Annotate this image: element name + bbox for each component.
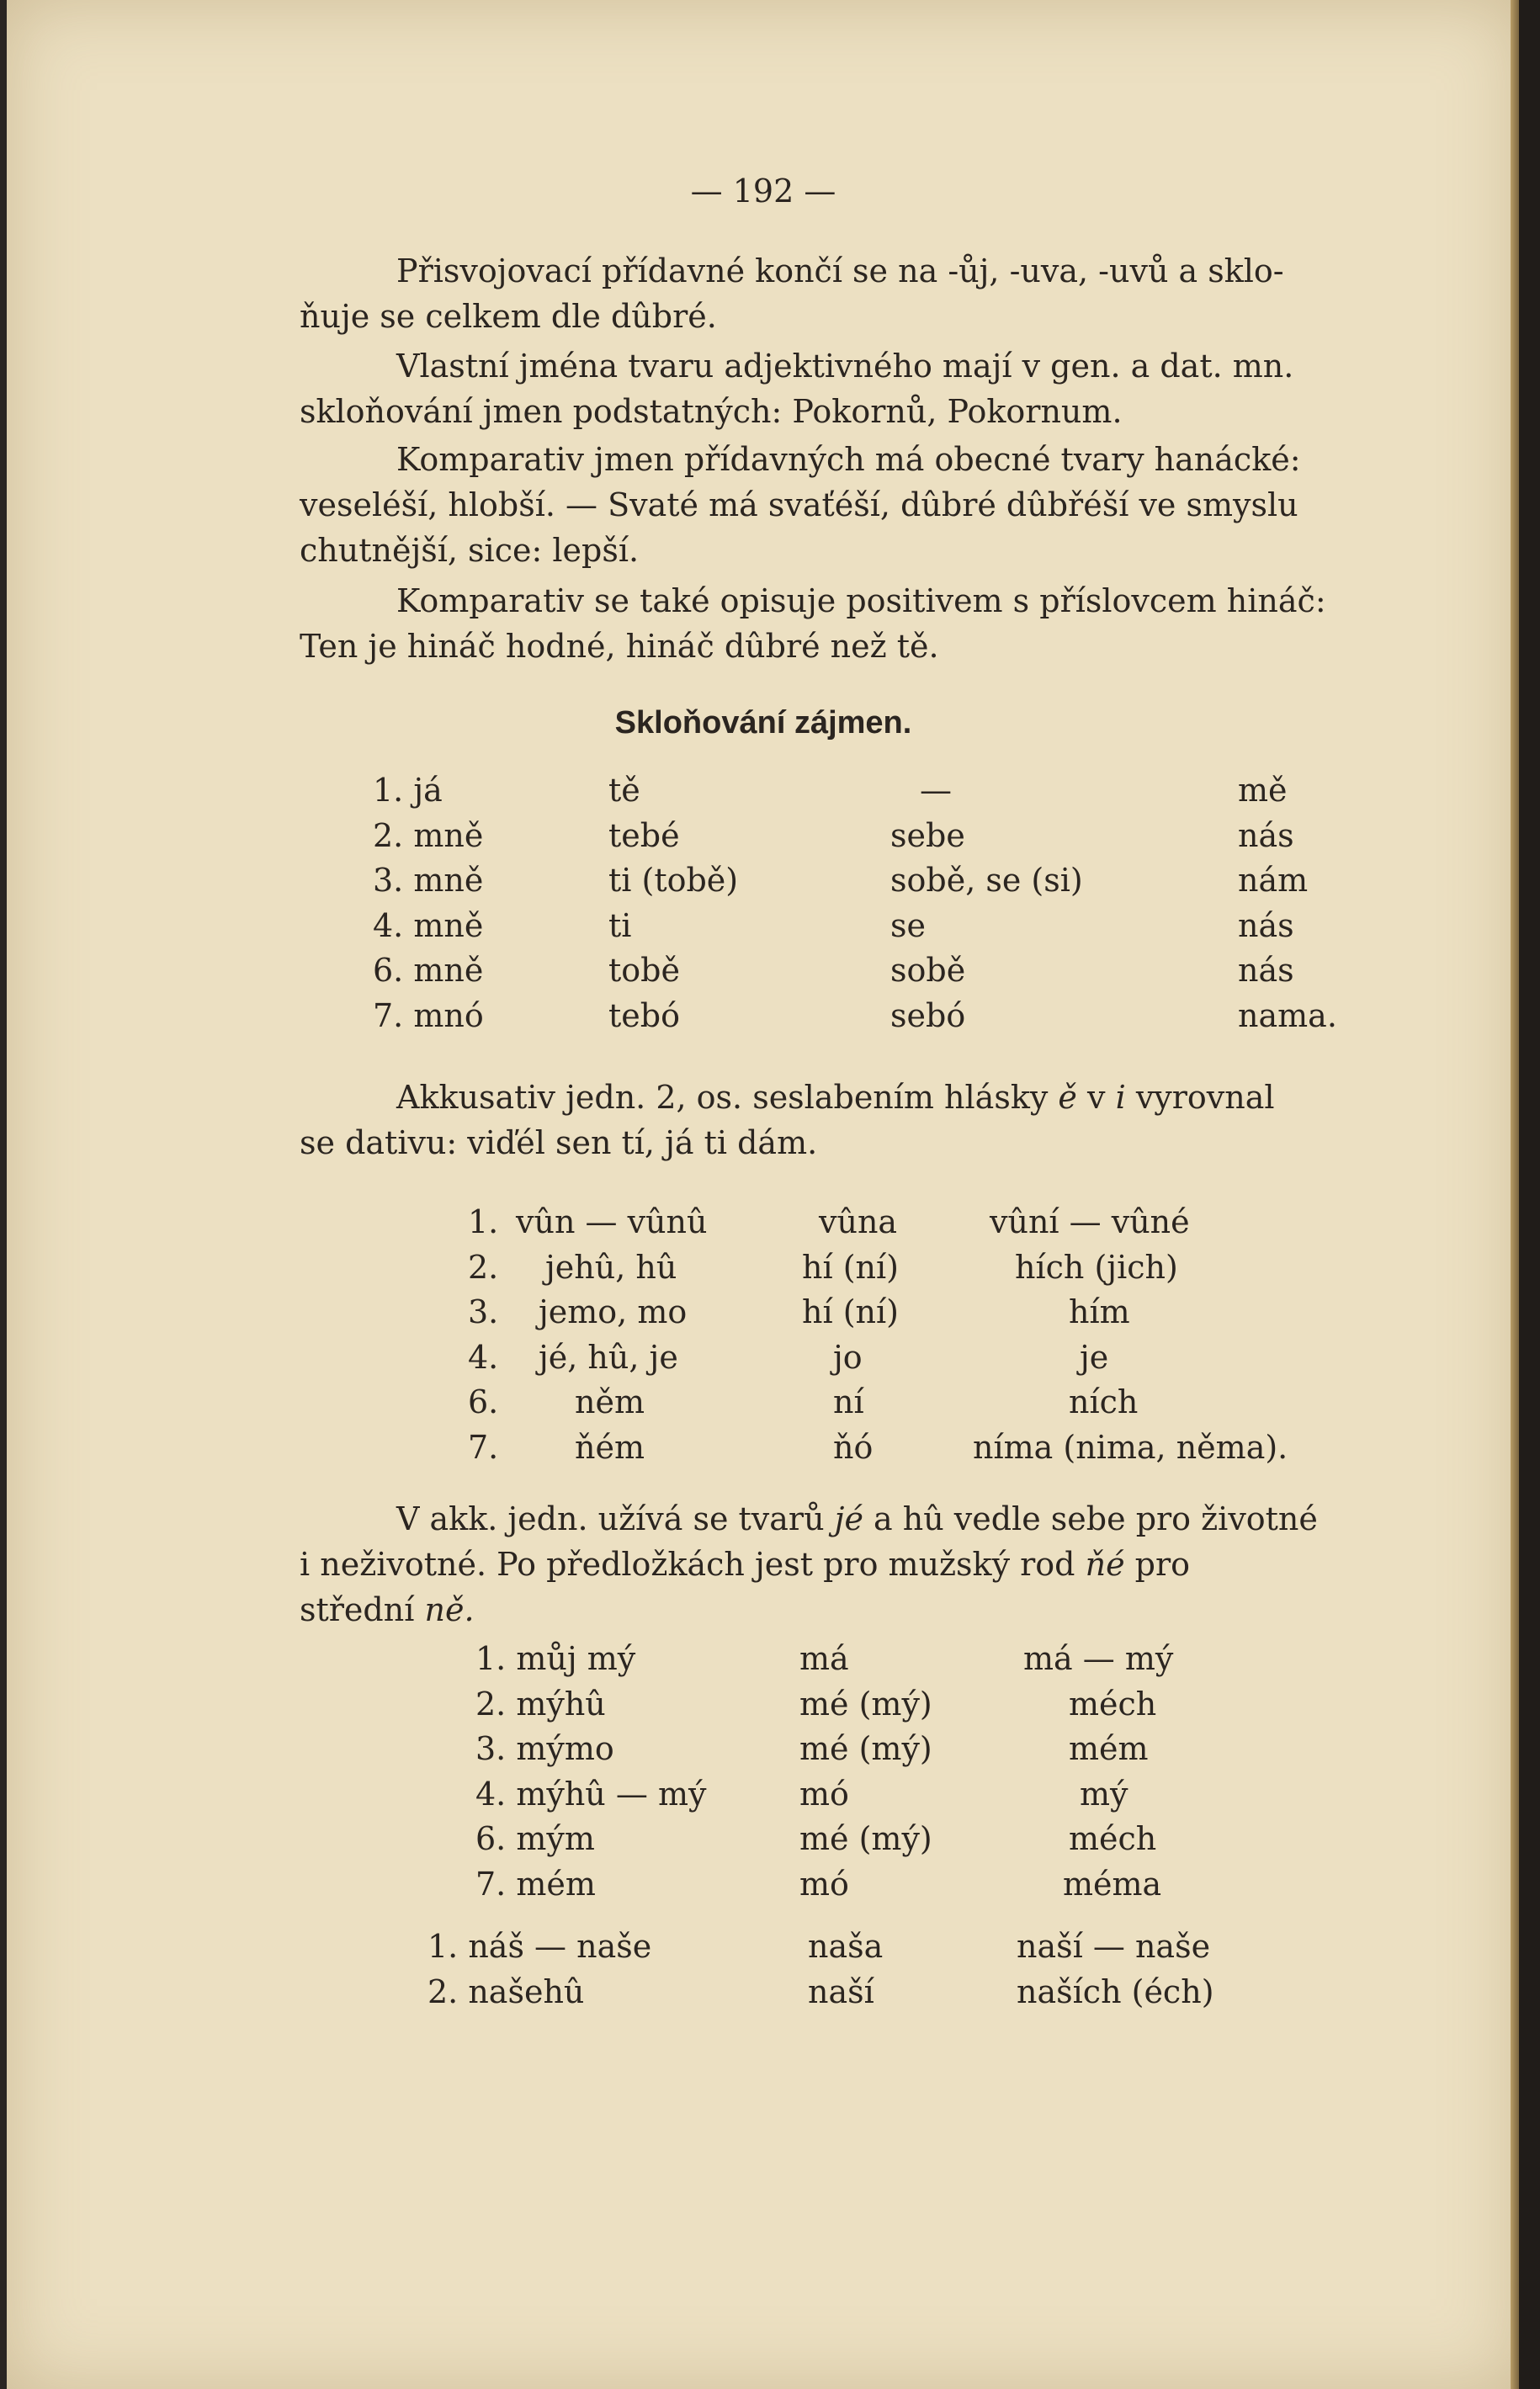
text-segment: Akkusativ jedn. 2, os. seslabením hlásky	[396, 1079, 1049, 1116]
table-cell: naší	[808, 1972, 874, 2010]
table-cell: mó	[799, 1775, 849, 1813]
italic-form: ňé	[1085, 1546, 1125, 1583]
book-spine	[1511, 0, 1519, 2389]
table-cell: 6.	[468, 1383, 499, 1420]
text-line	[300, 1075, 1394, 1120]
text-line: veseléší, hlobší. — Svaté má svaťéší, dûbré dûbřéší ve smyslu	[300, 486, 1298, 523]
table-row	[7, 1245, 1513, 1291]
table-row	[7, 858, 1513, 904]
table-cell: ňém	[575, 1428, 645, 1466]
table-row	[7, 994, 1513, 1039]
table-cell: méma	[1063, 1865, 1162, 1903]
table-cell: naší — naše	[1017, 1928, 1211, 1965]
paragraph-possessive	[300, 248, 1394, 339]
table-cell: sobě	[890, 952, 966, 989]
table-cell: nás	[1238, 952, 1294, 989]
paragraph-proper-names	[300, 343, 1394, 434]
table-cell: —	[920, 772, 952, 809]
table-cell: naších (éch)	[1017, 1972, 1214, 2010]
text-line: Komparativ jmen přídavných má obecné tvary hanácké:	[396, 441, 1301, 478]
table-cell: 2. mně	[373, 816, 484, 854]
table-cell: méch	[1069, 1685, 1157, 1723]
pronoun-table-possessive-my	[7, 1637, 1513, 1907]
text-line	[300, 1542, 1394, 1587]
italic-form: ně.	[424, 1591, 475, 1628]
table-cell: hí (ní)	[802, 1293, 899, 1330]
table-row	[7, 1335, 1513, 1381]
table-row	[7, 1970, 1513, 2015]
table-row	[7, 1682, 1513, 1728]
table-row	[7, 1637, 1513, 1682]
table-cell: 2. mýhû	[475, 1685, 606, 1723]
table-cell: vûn — vûnû	[516, 1203, 708, 1240]
table-cell: 7. mém	[475, 1865, 596, 1903]
section-heading: Skloňování zájmen.	[614, 705, 912, 741]
table-cell: nás	[1238, 816, 1294, 854]
text-segment: V akk. jedn. užívá se tvarů	[396, 1500, 825, 1537]
table-cell: sobě, se (si)	[890, 862, 1083, 899]
table-cell: 2. našehû	[427, 1972, 585, 2010]
table-cell: sebe	[890, 816, 965, 854]
table-cell: sebó	[890, 996, 966, 1034]
text-segment: v	[1087, 1079, 1106, 1116]
text-segment: vyrovnal	[1135, 1079, 1275, 1116]
table-cell: ní	[833, 1383, 864, 1420]
table-cell: 1. náš — naše	[427, 1928, 652, 1965]
page-edge	[1519, 0, 1540, 2389]
table-cell: naša	[808, 1928, 884, 1965]
table-cell: 1. já	[373, 772, 443, 809]
paragraph-accusative	[300, 1075, 1394, 1165]
paragraph-comparative	[300, 437, 1394, 573]
text-line: Vlastní jména tvaru adjektivného mají v gen. a dat. mn.	[396, 348, 1294, 385]
book-page	[7, 0, 1520, 2389]
table-row	[7, 1727, 1513, 1772]
table-cell: nama.	[1238, 996, 1337, 1034]
table-cell: 3. mýmo	[475, 1730, 614, 1767]
table-cell: 4.	[468, 1338, 499, 1376]
table-cell: mém	[1069, 1730, 1149, 1767]
table-cell: jé, hû, je	[539, 1338, 678, 1376]
table-cell: 7.	[468, 1428, 499, 1466]
table-row	[7, 904, 1513, 949]
table-cell: tebé	[608, 816, 680, 854]
table-cell: 4. mýhû — mý	[475, 1775, 707, 1813]
table-cell: ti (tobě)	[608, 862, 739, 899]
table-cell: ňó	[833, 1428, 874, 1466]
pronoun-table-personal	[7, 768, 1513, 1038]
table-cell: 1. můj mý	[475, 1640, 636, 1677]
table-cell: jemo, mo	[539, 1293, 688, 1330]
text-line: ňuje se celkem dle dûbré.	[300, 298, 717, 335]
text-line: Přisvojovací přídavné končí se na -ůj, -uva, -uvů a sklo-	[396, 252, 1284, 289]
table-row	[7, 1200, 1513, 1245]
text-line: chutnější, sice: lepší.	[300, 532, 640, 569]
text-line: se dativu: viďél sen tí, já ti dám.	[300, 1124, 818, 1161]
table-cell: mě	[1238, 772, 1288, 809]
table-row	[7, 948, 1513, 994]
pronoun-table-third-person	[7, 1200, 1513, 1470]
italic-form: jé	[834, 1500, 863, 1537]
table-row	[7, 814, 1513, 859]
table-cell: je	[1080, 1338, 1109, 1376]
table-row	[7, 1924, 1513, 1970]
text-segment: i neživotné. Po předložkách jest pro mužský rod	[300, 1546, 1075, 1583]
table-cell: mé (mý)	[799, 1820, 932, 1857]
table-row	[7, 1817, 1513, 1862]
table-cell: mé (mý)	[799, 1730, 932, 1767]
table-cell: hím	[1069, 1293, 1130, 1330]
table-cell: nás	[1238, 906, 1294, 944]
table-cell: něm	[575, 1383, 645, 1420]
table-cell: 3.	[468, 1293, 499, 1330]
table-cell: 1.	[468, 1203, 499, 1240]
table-cell: jo	[833, 1338, 863, 1376]
text-segment: pro	[1134, 1546, 1191, 1583]
text-line	[300, 1496, 1394, 1542]
page-number: — 192 —	[690, 173, 836, 210]
table-cell: mý	[1080, 1775, 1128, 1813]
table-cell: má — mý	[1023, 1640, 1174, 1677]
table-cell: mó	[799, 1865, 849, 1903]
table-cell: ních	[1069, 1383, 1139, 1420]
table-cell: 2.	[468, 1248, 499, 1286]
paragraph-comparative-periphrastic	[300, 578, 1394, 669]
italic-letter: i	[1115, 1079, 1126, 1116]
table-cell: 6. mně	[373, 952, 484, 989]
table-cell: má	[799, 1640, 849, 1677]
table-row	[7, 1862, 1513, 1908]
pronoun-table-possessive-our	[7, 1924, 1513, 2015]
table-cell: se	[890, 906, 926, 944]
table-cell: vûna	[819, 1203, 898, 1240]
table-row	[7, 1380, 1513, 1425]
table-cell: 6. mým	[475, 1820, 595, 1857]
table-cell: vûní — vûné	[990, 1203, 1190, 1240]
table-cell: tebó	[608, 996, 680, 1034]
table-cell: mé (mý)	[799, 1685, 932, 1723]
table-cell: jehû, hû	[545, 1248, 677, 1286]
table-row	[7, 1772, 1513, 1818]
table-row	[7, 1290, 1513, 1335]
text-segment: a hû vedle sebe pro životné	[874, 1500, 1318, 1537]
text-line: skloňování jmen podstatných: Pokornů, Pokornum.	[300, 393, 1123, 430]
table-cell: tě	[608, 772, 640, 809]
table-cell: níma (nima, něma).	[973, 1428, 1288, 1466]
text-segment: střední	[300, 1591, 415, 1628]
text-line: Komparativ se také opisuje positivem s příslovcem hináč:	[396, 582, 1326, 619]
table-cell: hí (ní)	[802, 1248, 899, 1286]
text-line	[300, 1587, 1394, 1632]
table-cell: 3. mně	[373, 862, 484, 899]
table-row	[7, 1425, 1513, 1471]
table-cell: ti	[608, 906, 632, 944]
table-cell: hích (jich)	[1015, 1248, 1178, 1286]
table-cell: 7. mnó	[373, 996, 484, 1034]
table-cell: nám	[1238, 862, 1309, 899]
paragraph-accusative-usage	[300, 1496, 1394, 1632]
italic-letter: ě	[1058, 1079, 1077, 1116]
table-cell: méch	[1069, 1820, 1157, 1857]
table-cell: tobě	[608, 952, 680, 989]
table-row	[7, 768, 1513, 814]
text-line: Ten je hináč hodné, hináč dûbré než tě.	[300, 628, 939, 665]
table-cell: 4. mně	[373, 906, 484, 944]
